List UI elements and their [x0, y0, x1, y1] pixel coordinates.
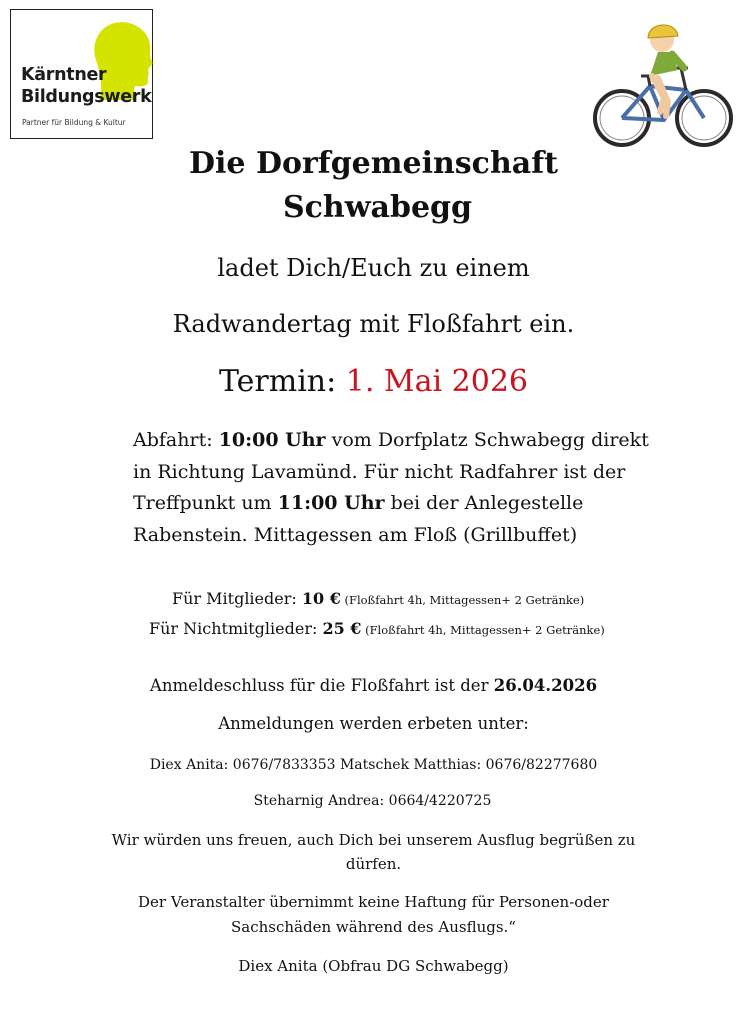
signature: Diex Anita (Obfrau DG Schwabegg)	[238, 957, 509, 975]
price-members-note: (Floßfahrt 4h, Mittagessen+ 2 Getränke)	[340, 593, 585, 607]
details-l1-a: Abfahrt:	[133, 429, 219, 451]
details-line4: Rabenstein. Mittagessen am Floß (Grillbuffet)	[133, 523, 578, 546]
termin-label: Termin:	[218, 364, 346, 399]
price-nonmembers-label: Für Nichtmitglieder:	[149, 619, 323, 638]
termin-date: 1. Mai 2026	[345, 364, 529, 399]
invite-line1: ladet Dich/Euch zu einem	[217, 254, 530, 282]
page-title-line1: Die Dorfgemeinschaft	[189, 146, 558, 181]
price-nonmembers-amount: 25 €	[322, 619, 362, 638]
registration-deadline	[0, 676, 747, 695]
deadline-text: Anmeldeschluss für die Floßfahrt ist der	[149, 676, 494, 695]
price-members-amount: 10 €	[301, 589, 341, 608]
page-title-line2: Schwabegg	[282, 190, 473, 225]
price-members	[172, 589, 584, 608]
price-nonmembers	[149, 619, 605, 638]
price-nonmembers-note: (Floßfahrt 4h, Mittagessen+ 2 Getränke)	[361, 623, 605, 637]
logo-line1: Kärntner	[21, 65, 107, 85]
details-line2: in Richtung Lavamünd. Für nicht Radfahrer ist der	[133, 460, 626, 483]
invite-line2: Radwandertag mit Floßfahrt ein.	[172, 310, 575, 338]
closing-line2: dürfen.	[345, 855, 402, 873]
details-l3-a: Treffpunkt um	[133, 492, 278, 514]
termin-line	[0, 364, 747, 399]
details-line3	[133, 488, 693, 520]
deadline-date: 26.04.2026	[493, 676, 598, 695]
event-details	[133, 425, 693, 551]
closing-line1: Wir würden uns freuen, auch Dich bei unserem Ausflug begrüßen zu	[111, 831, 636, 849]
details-l3-time: 11:00 Uhr	[277, 492, 385, 514]
price-members-label: Für Mitglieder:	[172, 589, 302, 608]
registration-heading: Anmeldungen werden erbeten unter:	[218, 714, 529, 733]
logo-tagline: Partner für Bildung & Kultur	[22, 118, 126, 127]
contacts-line2: Steharnig Andrea: 0664/4220725	[253, 793, 492, 809]
details-line1	[133, 425, 693, 457]
cyclist-icon	[588, 2, 738, 152]
disclaimer-line2: Sachschäden während des Ausflugs.“	[231, 918, 516, 936]
logo-line2: Bildungswerk	[21, 87, 152, 107]
details-l1-c: vom Dorfplatz Schwabegg direkt	[325, 429, 649, 451]
kaerntner-bildungswerk-logo	[10, 9, 153, 139]
details-l3-c: bei der Anlegestelle	[384, 492, 584, 514]
details-l1-time: 10:00 Uhr	[218, 429, 326, 451]
contacts-line1: Diex Anita: 0676/7833353 Matschek Matthias: 0676/82277680	[149, 757, 598, 773]
disclaimer-line1: Der Veranstalter übernimmt keine Haftung für Personen-oder	[138, 893, 609, 911]
